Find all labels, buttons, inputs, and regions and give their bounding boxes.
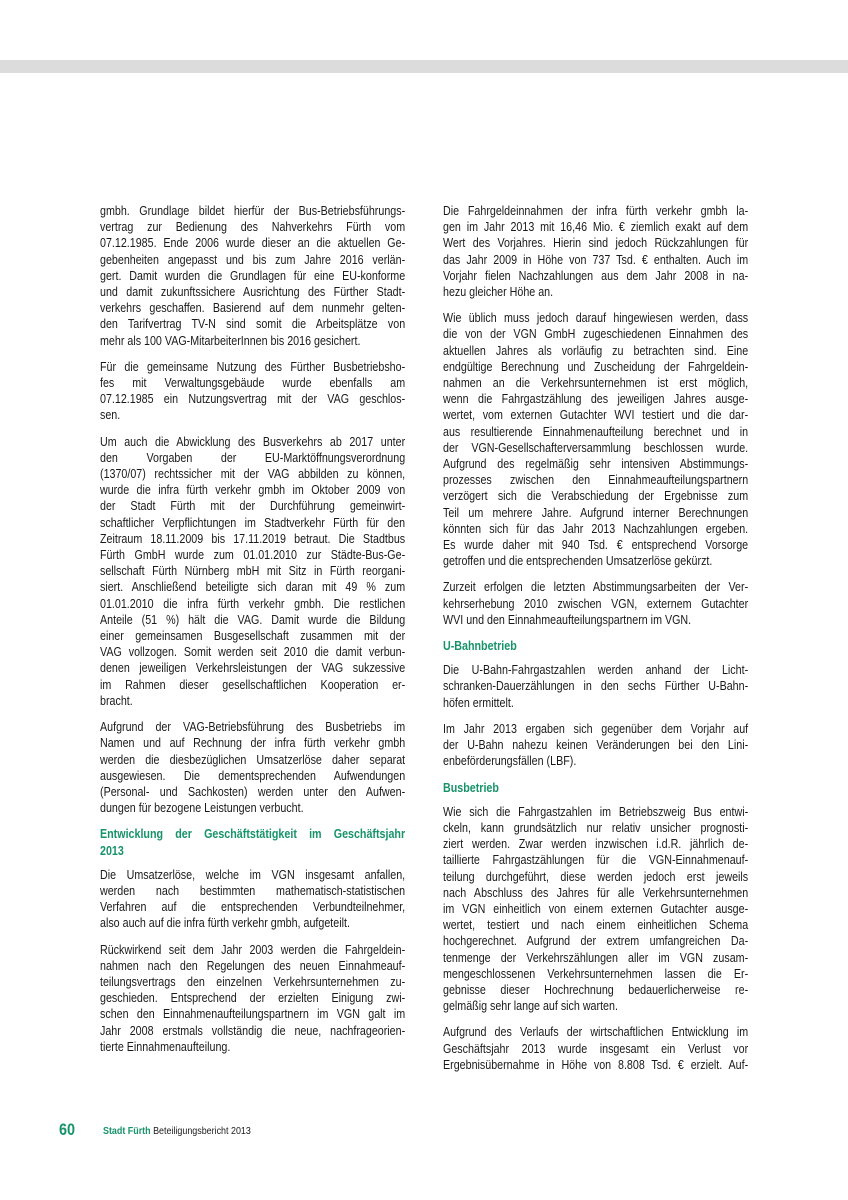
paragraph: [100, 434, 405, 709]
text-line: prozesses zwischen den Einnahmeaufteilungspartnern: [443, 473, 749, 488]
text-line: dungen für bezogene Leistungen verbucht.: [100, 801, 304, 816]
text-line: mehr als 100 VAG-MitarbeiterInnen bis 2016 gesichert.: [100, 333, 361, 348]
section-heading: [443, 638, 748, 654]
text-line: fes mit Verwaltungsgebäude wurde ebenfalls am: [100, 376, 406, 391]
paragraph: [443, 1024, 748, 1073]
text-line: 2013: [100, 843, 124, 858]
text-line: ckeln, kann grundsätzlich nur relativ unsicher prognosti-: [443, 820, 749, 835]
text-line: endgültige Berechnung und Zuscheidung der Fahrgeldein-: [443, 359, 749, 374]
text-line: gert. Damit wurden die Grundlagen für eine EU-konforme: [100, 268, 406, 283]
paragraph: [443, 721, 748, 770]
paragraph: [100, 719, 405, 816]
paragraph: [443, 310, 748, 569]
footer-title: Beteiligungsbericht 2013: [153, 1125, 251, 1137]
text-line: wenn die Fahrgastzählung des jeweiligen Jahres ausge-: [443, 392, 749, 407]
text-line: siert. Anschließend beteiligte sich daran mit 49 % zum: [100, 580, 406, 595]
text-line: der Stadt Fürth mit der Durchführung gemeinwirt-: [100, 499, 406, 514]
text-line: kehrserhebung 2010 zwischen VGN, externem Gutachter: [443, 596, 749, 611]
text-line: Anteile (51 %) hält die VAG. Damit wurde die Bildung: [100, 612, 406, 627]
paragraph: [100, 942, 405, 1055]
text-line: Im Jahr 2013 ergaben sich gegenüber dem Vorjahr auf: [443, 721, 749, 736]
text-line: ziert werden. Zwar werden inzwischen i.d.R. jährlich de-: [443, 837, 749, 852]
text-line: der U-Bahn nahezu keinen Veränderungen bei den Lini-: [443, 738, 749, 753]
text-line: Die Fahrgeldeinnahmen der infra fürth verkehr gmbh la-: [443, 204, 749, 218]
text-line: könnten sich für das Jahr 2013 Nachzahlungen ergeben.: [443, 521, 749, 536]
text-line: Aufgrund der VAG-Betriebsführung des Busbetriebs im: [100, 720, 406, 735]
text-line: werden die diesbezüglichen Umsatzerlöse daher separat: [100, 752, 406, 767]
text-line: gmbh. Grundlage bildet hierfür der Bus-Betriebsführungs-: [100, 204, 406, 218]
text-line: hezu gleicher Höhe an.: [443, 285, 554, 300]
text-line: 01.01.2010 die infra fürth verkehr gmbh. Die restlichen: [100, 596, 406, 611]
text-line: nahmen nach den Regelungen des neuen Einnahmeauf-: [100, 958, 406, 973]
text-line: der VGN-Gesellschafterversammlung beschlossen wurde.: [443, 440, 749, 455]
text-line: verkehrs geschaffen. Basierend auf dem nunmehr gelten-: [100, 301, 406, 316]
text-line: vertrag zur Bedienung des Nahverkehrs Fürth vom: [100, 220, 406, 235]
text-line: im VGN einheitlich von einem externen Gutachter ausge-: [443, 901, 749, 916]
page-number: 60: [59, 1120, 76, 1139]
text-line: WVI und den Einnahmeaufteilungspartnern im VGN.: [443, 612, 692, 627]
text-line: höfen ermittelt.: [443, 695, 514, 710]
text-line: einer gemeinsamen Busgesellschaft zusammen mit der: [100, 629, 406, 644]
text-line: schaftlicher Verpflichtungen im Stadtverkehr Fürth für den: [100, 515, 406, 530]
text-line: Vorjahr fielen Nachzahlungen aus dem Jahr 2008 in na-: [443, 268, 749, 283]
paragraph: [443, 203, 748, 300]
text-line: Ergebnisübernahme in Höhe von 8.808 Tsd. € erzielt. Auf-: [443, 1057, 749, 1072]
text-line: Wie üblich muss jedoch darauf hingewiesen werden, dass: [443, 311, 749, 326]
text-line: hochgerechnet. Aufgrund der extrem umfangreichen Da-: [443, 934, 749, 949]
text-line: (1370/07) rechtssicher mit der VAG abbilden zu können,: [100, 467, 406, 482]
text-line: Um auch die Abwicklung des Busverkehrs ab 2017 unter: [100, 434, 406, 449]
text-line: im Rahmen dieser gesellschaftlichen Kooperation er-: [100, 677, 406, 692]
text-line: geschieden. Entsprechend der erzielten Einigung zwi-: [100, 991, 406, 1006]
text-line: Aufgrund des regelmäßig sehr intensiven Abstimmungs-: [443, 457, 749, 472]
text-line: schen den Einnahmenaufteilungspartnern im VGN galt im: [100, 1007, 406, 1022]
text-line: teilung durchgeführt, diese werden jedoch erst jeweils: [443, 869, 749, 884]
text-line: das Jahr 2009 in Höhe von 737 Tsd. € enthalten. Auch im: [443, 252, 749, 267]
text-line: Teil um mehrere Jahre. Aufgrund interner Berechnungen: [443, 505, 749, 520]
text-line: Busbetrieb: [443, 780, 499, 795]
text-line: Fürth GmbH wurde zum 01.01.2010 zur Städte-Bus-Ge-: [100, 548, 406, 563]
text-line: teilungsvertrags den einzelnen Verkehrsunternehmen zu-: [100, 974, 406, 989]
text-column-right: [443, 203, 748, 1083]
text-line: enbeförderungsfällen (LBF).: [443, 754, 577, 769]
text-line: taillierte Fahrgastzählungen für die VGN-Einnahmenauf-: [443, 853, 749, 868]
text-line: tierte Einnahmenaufteilung.: [100, 1039, 231, 1054]
text-line: Aufgrund des Verlaufs der wirtschaftlichen Entwicklung im: [443, 1025, 749, 1040]
text-line: bracht.: [100, 693, 133, 708]
text-line: (Personal- und Sachkosten) werden unter den Aufwen-: [100, 784, 406, 799]
text-line: U-Bahnbetrieb: [443, 639, 517, 654]
text-line: Geschäftsjahr 2013 wurde insgesamt ein Verlust vor: [443, 1041, 749, 1056]
text-line: schranken-Dauerzählungen in den sechs Fürther U-Bahn-: [443, 679, 749, 694]
text-line: gebnisse dieser Hochrechnung bedauerlicherweise re-: [443, 982, 749, 997]
text-line: denen jeweiligen Verkehrsleistungen der VAG sukzessive: [100, 661, 406, 676]
footer-brand: Stadt Fürth: [103, 1125, 151, 1137]
text-line: ausgewiesen. Die dementsprechenden Aufwendungen: [100, 768, 406, 783]
text-line: nach Abschluss des Jahres für alle Verkehrsunternehmen: [443, 885, 749, 900]
text-line: Wert des Vorjahres. Hierin sind jedoch Rückzahlungen für: [443, 236, 749, 251]
text-line: aktuellen Jahres als vorläufig zu betrachten sind. Eine: [443, 343, 749, 358]
text-line: mengeschlossenen Verkehrsunternehmen lassen die Er-: [443, 966, 749, 981]
paragraph: [100, 203, 405, 349]
text-line: Rückwirkend seit dem Jahr 2003 werden die Fahrgeldein-: [100, 942, 406, 957]
text-line: gen im Jahr 2013 mit 16,46 Mio. € ziemlich exakt auf dem: [443, 220, 749, 235]
text-line: tenmenge der Verkehrszählungen aller im VGN zusam-: [443, 950, 749, 965]
text-line: Namen und auf Rechnung der infra fürth verkehr gmbh: [100, 736, 406, 751]
text-line: Es wurde daher mit 940 Tsd. € entsprechend Vorsorge: [443, 538, 749, 553]
text-line: Verfahren auf die entsprechenden Verbundteilnehmer,: [100, 900, 406, 915]
text-line: VAG vollzogen. Somit werden seit 2010 die damit verbun-: [100, 645, 406, 660]
text-line: aus resultierende Einnahmenaufteilung berechnet und in: [443, 424, 749, 439]
text-line: Die U-Bahn-Fahrgastzahlen werden anhand der Licht-: [443, 663, 749, 678]
text-line: Entwicklung der Geschäftstätigkeit im Geschäftsjahr: [100, 827, 406, 842]
text-line: Zurzeit erfolgen die letzten Abstimmungsarbeiten der Ver-: [443, 580, 749, 595]
text-line: sellschaft Fürth Nürnberg mbH mit Sitz in Fürth reorgani-: [100, 564, 406, 579]
text-line: 07.12.1985. Ende 2006 wurde dieser an die aktuellen Ge-: [100, 236, 406, 251]
text-line: Jahr 2008 erstmals vollständig die neue, nachfrageorien-: [100, 1023, 406, 1038]
text-line: werden nach bestimmten mathematisch-statistischen: [100, 883, 406, 898]
text-line: gelmäßig sehr lange auf sich warten.: [443, 999, 618, 1014]
paragraph: [100, 867, 405, 932]
text-line: den Vorgaben der EU-Marktöffnungsverordnung: [100, 450, 406, 465]
paragraph: [443, 804, 748, 1015]
section-heading: [100, 826, 405, 858]
text-line: Wie sich die Fahrgastzahlen im Betriebszweig Bus entwi-: [443, 804, 749, 819]
text-line: Zeitraum 18.11.2009 bis 17.11.2019 betraut. Die Stadtbus: [100, 531, 406, 546]
text-line: getroffen und die entsprechenden Umsatzerlöse gekürzt.: [443, 554, 713, 569]
paragraph: [443, 662, 748, 711]
text-line: wertet, vom externen Gutachter WVI testiert und die dar-: [443, 408, 749, 423]
text-line: sen.: [100, 408, 121, 423]
text-line: also auch auf die infra fürth verkehr gmbh, aufgeteilt.: [100, 916, 350, 931]
text-line: wurde die infra fürth verkehr gmbh im Oktober 2009 von: [100, 483, 406, 498]
text-column-left: [100, 203, 405, 1065]
section-heading: [443, 780, 748, 796]
text-line: Für die gemeinsame Nutzung des Fürther Busbetriebsho-: [100, 359, 406, 374]
paragraph: [100, 359, 405, 424]
text-line: die von der VGN GmbH zugeschiedenen Einnahmen des: [443, 327, 749, 342]
paragraph: [443, 579, 748, 628]
footer: [103, 1125, 251, 1137]
text-line: und damit zukunftssichere Ausrichtung des Fürther Stadt-: [100, 285, 406, 300]
text-line: gebenheiten angepasst und bis zum Jahre 2016 verlän-: [100, 252, 406, 267]
text-line: Die Umsatzerlöse, welche im VGN insgesamt anfallen,: [100, 867, 406, 882]
text-line: nahmen an die Verkehrsunternehmen ist erst möglich,: [443, 376, 749, 391]
top-bar: [0, 60, 848, 73]
text-line: den Tarifvertrag TV-N sind somit die Arbeitsplätze von: [100, 317, 406, 332]
text-line: verzögert sich die Verabschiedung der Ergebnisse zum: [443, 489, 749, 504]
text-line: wertet, testiert und nach einem einheitlichen Schema: [443, 918, 749, 933]
text-line: 07.12.1985 ein Nutzungsvertrag mit der VAG geschlos-: [100, 392, 406, 407]
